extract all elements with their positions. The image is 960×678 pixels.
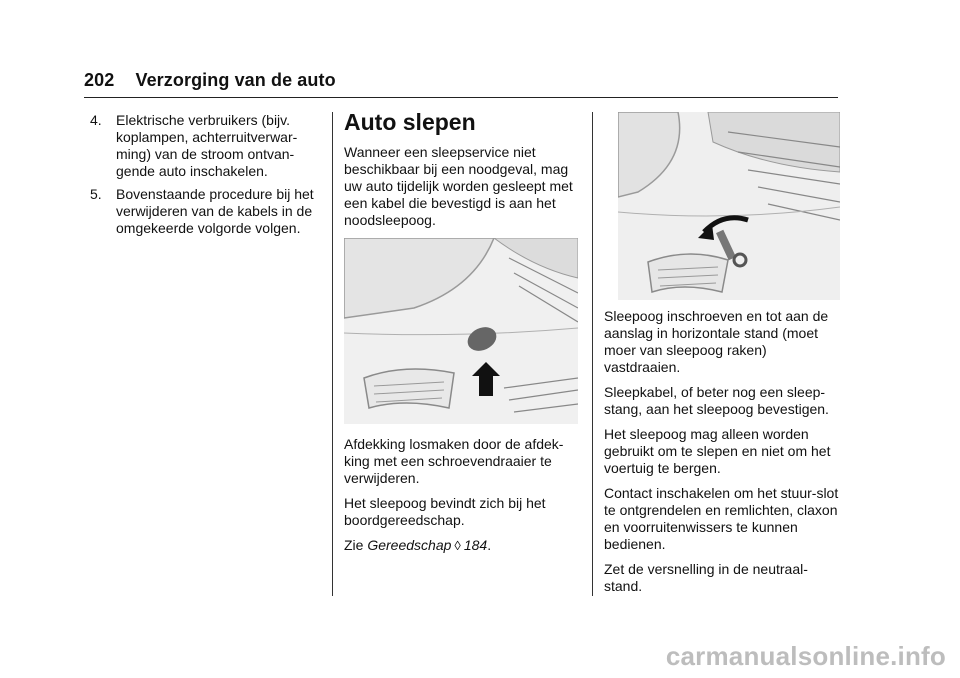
step-number: 5.: [90, 186, 102, 202]
section-heading: Auto slepen: [344, 109, 476, 135]
page-header: [84, 70, 336, 91]
xref-suffix: .: [487, 537, 492, 553]
paragraph: Zet de versnelling in de neutraal-stand.: [604, 561, 808, 594]
step-item: [90, 112, 320, 180]
reference-arrow-icon: ◊: [454, 538, 461, 553]
column-divider-left: [332, 112, 333, 596]
cover-removal-illustration: [344, 238, 578, 424]
right-column-body: [604, 308, 840, 603]
paragraph: Contact inschakelen om het stuur-slot te ontgrendelen en remlichten, claxon en voorruitenwissers te kunnen bedienen.: [604, 485, 839, 552]
xref-prefix: Zie: [344, 537, 364, 553]
page-number: 202: [84, 70, 115, 90]
xref-page[interactable]: 184: [463, 537, 488, 553]
step-text: Elektrische verbruikers (bijv. koplampen, achterruitverwar-ming) van de stroom ontvan-gende auto inschakelen.: [116, 112, 298, 179]
header-divider: [84, 97, 838, 98]
paragraph: Afdekking losmaken door de afdek-king met een schroevendraaier te verwijderen.: [344, 436, 564, 486]
step-text: Bovenstaande procedure bij het verwijderen van de kabels in de omgekeerde volgorde volgen.: [116, 186, 314, 236]
section-title: Verzorging van de auto: [135, 70, 336, 90]
paragraph: Het sleepoog mag alleen worden gebruikt om te slepen en niet om het voertuig te bergen.: [604, 426, 831, 476]
paragraph: Sleepoog inschroeven en tot aan de aanslag in horizontale stand (moet moer van sleepoog raken) vastdraaien.: [604, 308, 829, 375]
xref-link[interactable]: Gereedschap: [367, 537, 452, 553]
watermark: carmanualsonline.info: [665, 641, 946, 671]
paragraph: Sleepkabel, of beter nog een sleep-stang, aan het sleepoog bevestigen.: [604, 384, 829, 417]
left-column: [90, 112, 320, 243]
intro-paragraph: Wanneer een sleepservice niet beschikbaar bij een noodgeval, mag uw auto tijdelijk worden gesleept met een kabel die bevestigd is aan het noodsleepoog.: [344, 144, 573, 228]
towing-eye-illustration: [618, 112, 840, 300]
middle-column-body: [344, 436, 580, 562]
step-number: 4.: [90, 112, 102, 128]
paragraph: Het sleepoog bevindt zich bij het boordgereedschap.: [344, 495, 546, 528]
step-item: [90, 186, 320, 237]
cross-reference: [344, 537, 580, 554]
middle-column: [344, 108, 580, 237]
column-divider-right: [592, 112, 593, 596]
